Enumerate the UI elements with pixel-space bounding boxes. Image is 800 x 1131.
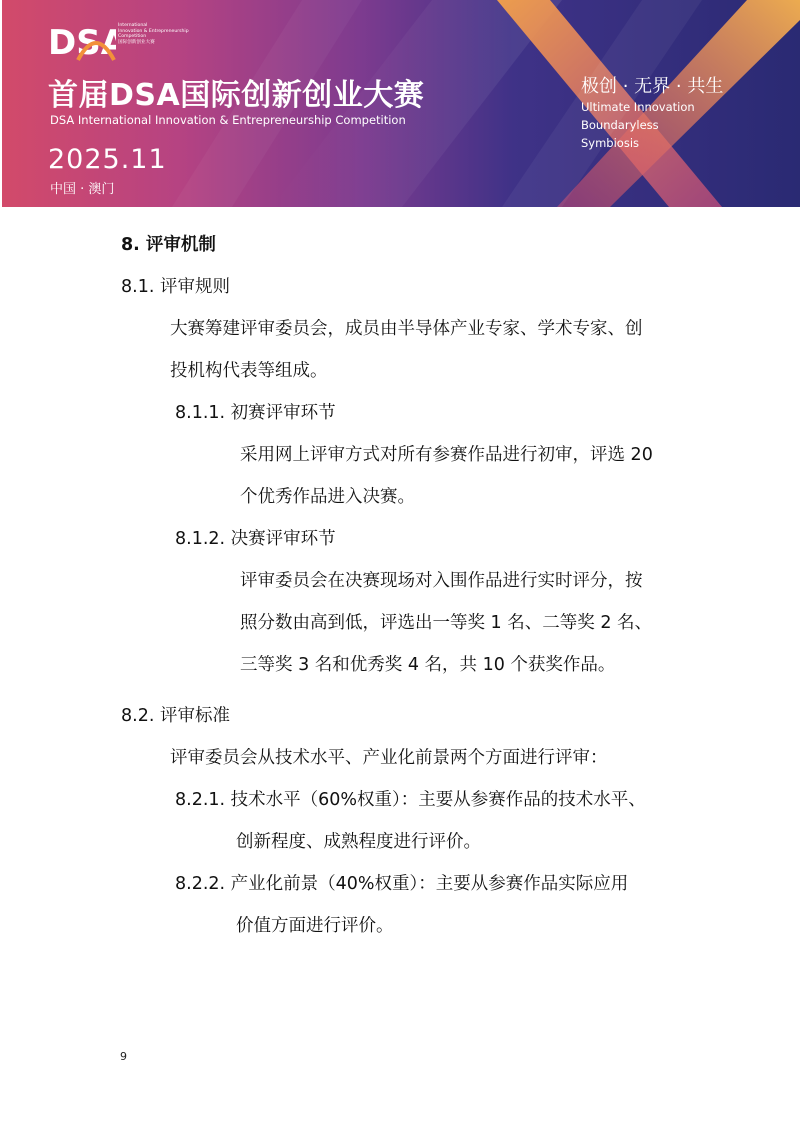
- paragraph-line: 照分数由高到低，评选出一等奖 1 名、二等奖 2 名、: [240, 613, 653, 633]
- paragraph-line: 三等奖 3 名和优秀奖 4 名，共 10 个获奖作品。: [240, 655, 616, 675]
- criterion-8-2-2: 8.2.2. 产业化前景（40%权重）：主要从参赛作品实际应用: [175, 874, 629, 894]
- criterion-8-2-1: 8.2.1. 技术水平（60%权重）：主要从参赛作品的技术水平、: [175, 790, 646, 810]
- banner-tag: Boundaryless: [581, 118, 659, 132]
- dsa-logo-icon: [48, 20, 116, 64]
- banner-tag: Ultimate Innovation: [581, 100, 695, 114]
- subsection-heading-8-2: 8.2. 评审标准: [121, 706, 230, 726]
- subsection-heading-8-1-2: 8.1.2. 决赛评审环节: [175, 529, 336, 549]
- paragraph-line: 创新程度、成熟程度进行评价。: [236, 832, 481, 852]
- banner-date: 2025.11: [48, 144, 167, 175]
- dsa-logo: [48, 20, 116, 68]
- banner-place: 中国 · 澳门: [50, 182, 115, 197]
- logo-caption-line: 国际创新创业大赛: [118, 39, 155, 45]
- paragraph-line: 评审委员会从技术水平、产业化前景两个方面进行评审：: [170, 748, 608, 768]
- banner-tag: Symbiosis: [581, 136, 640, 150]
- paragraph-line: 个优秀作品进入决赛。: [240, 487, 415, 507]
- paragraph-line: 投机构代表等组成。: [170, 361, 328, 381]
- paragraph-line: 采用网上评审方式对所有参赛作品进行初审，评选 20: [240, 445, 653, 465]
- logo-caption: [118, 23, 228, 45]
- paragraph-line: 评审委员会在决赛现场对入围作品进行实时评分，按: [240, 571, 643, 591]
- section-heading: 8. 评审机制: [121, 235, 216, 255]
- banner-title: 首届DSA国际创新创业大赛: [48, 78, 425, 113]
- header-banner: [2, 0, 800, 207]
- logo-caption-line: Innovation & Entrepreneurship: [118, 28, 189, 34]
- logo-caption-line: International: [118, 23, 148, 28]
- paragraph-line: 大赛筹建评审委员会，成员由半导体产业专家、学术专家、创: [170, 319, 643, 339]
- paragraph-line: 价值方面进行评价。: [236, 916, 394, 936]
- banner-subtitle: DSA International Innovation & Entrepreneurship Competition: [50, 113, 406, 127]
- logo-caption-line: Competition: [118, 34, 147, 40]
- page-number: 9: [120, 1050, 127, 1063]
- subsection-heading-8-1: 8.1. 评审规则: [121, 277, 230, 297]
- banner-slogan: 极创 · 无界 · 共生: [581, 76, 724, 97]
- svg-text:DSA: DSA: [48, 23, 116, 63]
- subsection-heading-8-1-1: 8.1.1. 初赛评审环节: [175, 403, 336, 423]
